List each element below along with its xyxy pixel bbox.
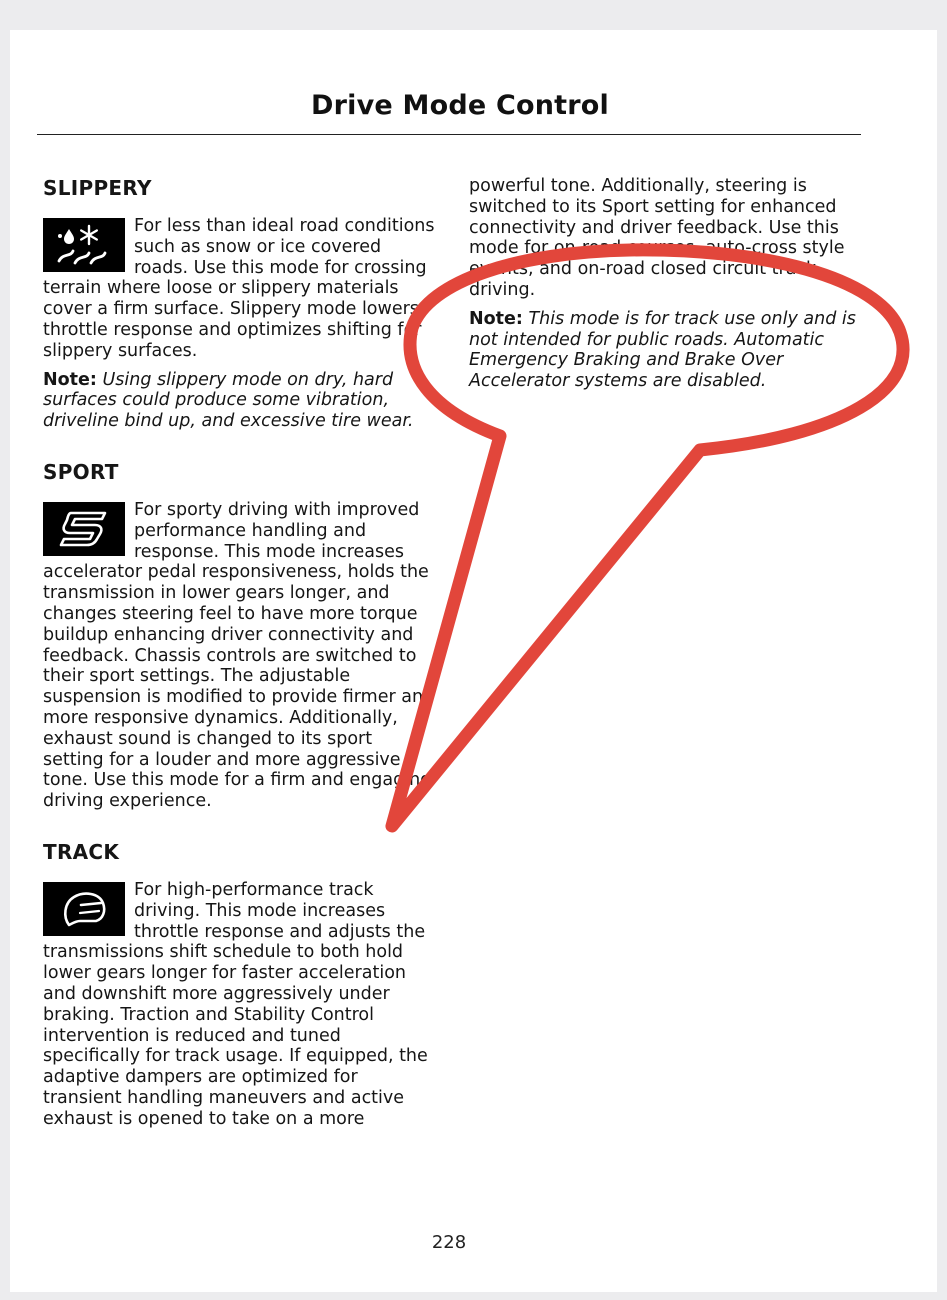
- title-divider: [37, 134, 861, 135]
- note-text: Using slippery mode on dry, hard surfaces could produce some vibration, driveline bind up, and excessive tire wear.: [43, 369, 414, 432]
- section-body-sport: For sporty driving with improved performance handling and response. This mode increases accelerator pedal responsiveness, holds the transmission in lower gears longer, and changes steering feel to have more torque buildup enhancing driver connectivity and feedback. Chassis controls are switched to their sport settings. The adjustable suspension is modified to provide firmer and more responsive dynamics. Additionally, exhaust sound is changed to its sport setting for a louder and more aggressive tone. Use this mode for a firm and engaging driving experience.: [43, 499, 435, 812]
- note-track: [469, 309, 861, 392]
- note-text: This mode is for track use only and is not intended for public roads. Automatic Emergency Braking and Brake Over Accelerator systems are disabled.: [469, 308, 856, 392]
- note-label: Note:: [43, 369, 97, 390]
- section-body-slippery: For less than ideal road conditions such as snow or ice covered roads. Use this mode for crossing terrain where loose or slippery materials cover a firm surface. Slippery mode lowers throttle response and optimizes shifting for slippery surfaces.: [43, 216, 435, 361]
- snow-ice-road-icon: [43, 218, 125, 272]
- section-body-track-continued: powerful tone. Additionally, steering is switched to its Sport setting for enhanced connectivity and driver feedback. Use this mode for on-road courses, auto-cross style events, and on-road closed circuit track driving.: [469, 176, 845, 300]
- section-slippery: [43, 176, 435, 432]
- note-slippery: [43, 370, 435, 432]
- sport-s-icon: [43, 502, 125, 556]
- helmet-icon: [43, 882, 125, 936]
- section-body-track: For high-performance track driving. This mode increases throttle response and adjusts the transmissions shift schedule to both hold lower gears longer for faster acceleration and downshift more aggressively under braking. Traction and Stability Control intervention is reduced and tuned specifically for track usage. If equipped, the adaptive dampers are optimized for transient handling maneuvers and active exhaust is opened to take on a more: [43, 879, 428, 1129]
- note-label: Note:: [469, 308, 523, 329]
- section-sport: [43, 460, 435, 812]
- left-column: [43, 176, 435, 1157]
- right-column: [469, 176, 861, 409]
- section-track: [43, 840, 435, 1130]
- section-heading-sport: SPORT: [43, 459, 119, 484]
- manual-page: [10, 30, 937, 1292]
- page-title: Drive Mode Control: [311, 90, 609, 121]
- section-heading-slippery: SLIPPERY: [43, 176, 152, 200]
- page-number: 228: [431, 1232, 467, 1253]
- section-heading-track: TRACK: [43, 839, 120, 864]
